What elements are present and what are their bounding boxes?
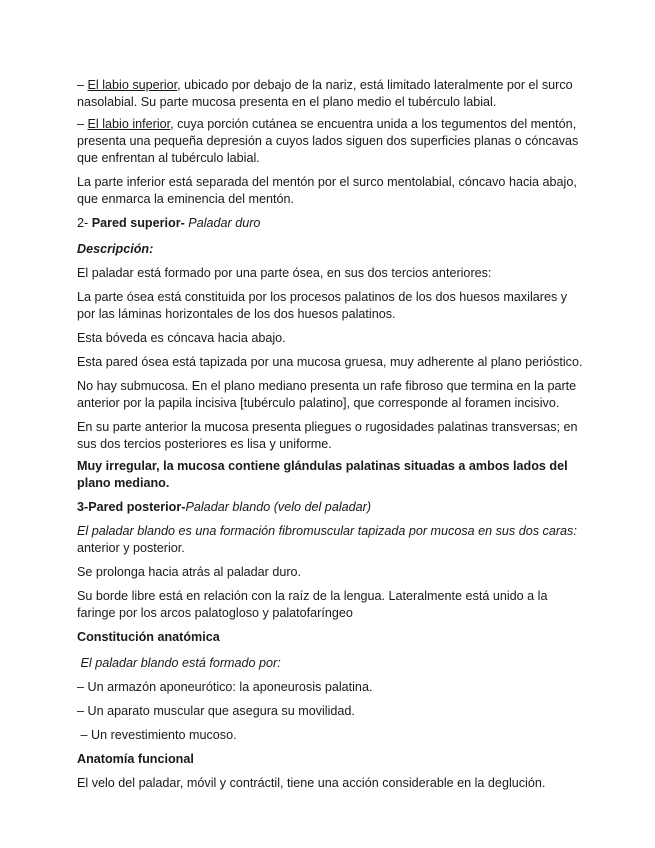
paragraph-paladar-formado: El paladar está formado por una parte ósea, en sus dos tercios anteriores: (77, 266, 492, 280)
heading-pared-superior: 2- Pared superior- Paladar duro (77, 216, 261, 230)
paragraph-paladar-blando-formado: El paladar blando está formado por: (77, 656, 281, 670)
paragraph-velo-paladar: El velo del paladar, móvil y contráctil, tiene una acción considerable en la deglución. (77, 776, 546, 790)
paragraph-mucosa-irregular: Muy irregular, la mucosa contiene glándulas palatinas situadas a ambos lados del plano mediano. (77, 459, 568, 490)
list-item: – Un revestimiento mucoso. (77, 728, 237, 742)
paragraph-prolonga: Se prolonga hacia atrás al paladar duro. (77, 565, 302, 579)
list-item: – Un aparato muscular que asegura su movilidad. (77, 704, 355, 718)
paragraph-labio-inferior: – El labio inferior, cuya porción cutánea se encuentra unida a los tegumentos del mentón, presenta una pequeña depresión a cuyos lados siguen dos superficies planas o cóncavas que enfrentan al tubérculo labial. (77, 117, 579, 165)
term-labio-inferior: El labio inferior (87, 117, 171, 131)
paragraph-parte-osea: La parte ósea está constituida por los procesos palatinos de los dos huesos maxilares y por las láminas horizontales de los dos huesos palatinos. (77, 290, 568, 321)
heading-constitucion-anatomica: Constitución anatómica (77, 630, 220, 644)
list-item: – Un armazón aponeurótico: la aponeurosis palatina. (77, 680, 373, 694)
paragraph-pliegues: En su parte anterior la mucosa presenta pliegues o rugosidades palatinas transversas; en sus dos tercios posteriores es lisa y uniforme. (77, 420, 578, 451)
heading-pared-posterior: 3-Pared posterior-Paladar blando (velo del paladar) (77, 500, 372, 514)
paragraph-paladar-blando: El paladar blando es una formación fibromuscular tapizada por mucosa en sus dos caras: anterior y posterior. (77, 524, 577, 555)
term-labio-superior: El labio superior (87, 78, 178, 92)
paragraph-borde-libre: Su borde libre está en relación con la raíz de la lengua. Lateralmente está unido a la faringe por los arcos palatogloso y palatofaríngeo (77, 589, 548, 620)
paragraph-pared-osea: Esta pared ósea está tapizada por una mucosa gruesa, muy adherente al plano periόstico. (77, 355, 583, 369)
paragraph-boveda: Esta bóveda es cóncava hacia abajo. (77, 331, 286, 345)
paragraph-submucosa: No hay submucosa. En el plano mediano presenta un rafe fibroso que termina en la parte anterior por la papila incisiva [tubérculo palatino], que corresponde al foramen incisivo. (77, 379, 577, 410)
paragraph-labio-superior: – El labio superior, ubicado por debajo de la nariz, está limitado lateralmente por el surco nasolabial. Su parte mucosa presenta en el plano medio el tubérculo labial. (77, 78, 573, 109)
paragraph-parte-inferior: La parte inferior está separada del mentón por el surco mentolabial, cóncavo hacia abajo, que enmarca la eminencia del mentón. (77, 175, 577, 206)
heading-descripcion: Descripción: (77, 242, 154, 256)
heading-anatomia-funcional: Anatomía funcional (77, 752, 194, 766)
